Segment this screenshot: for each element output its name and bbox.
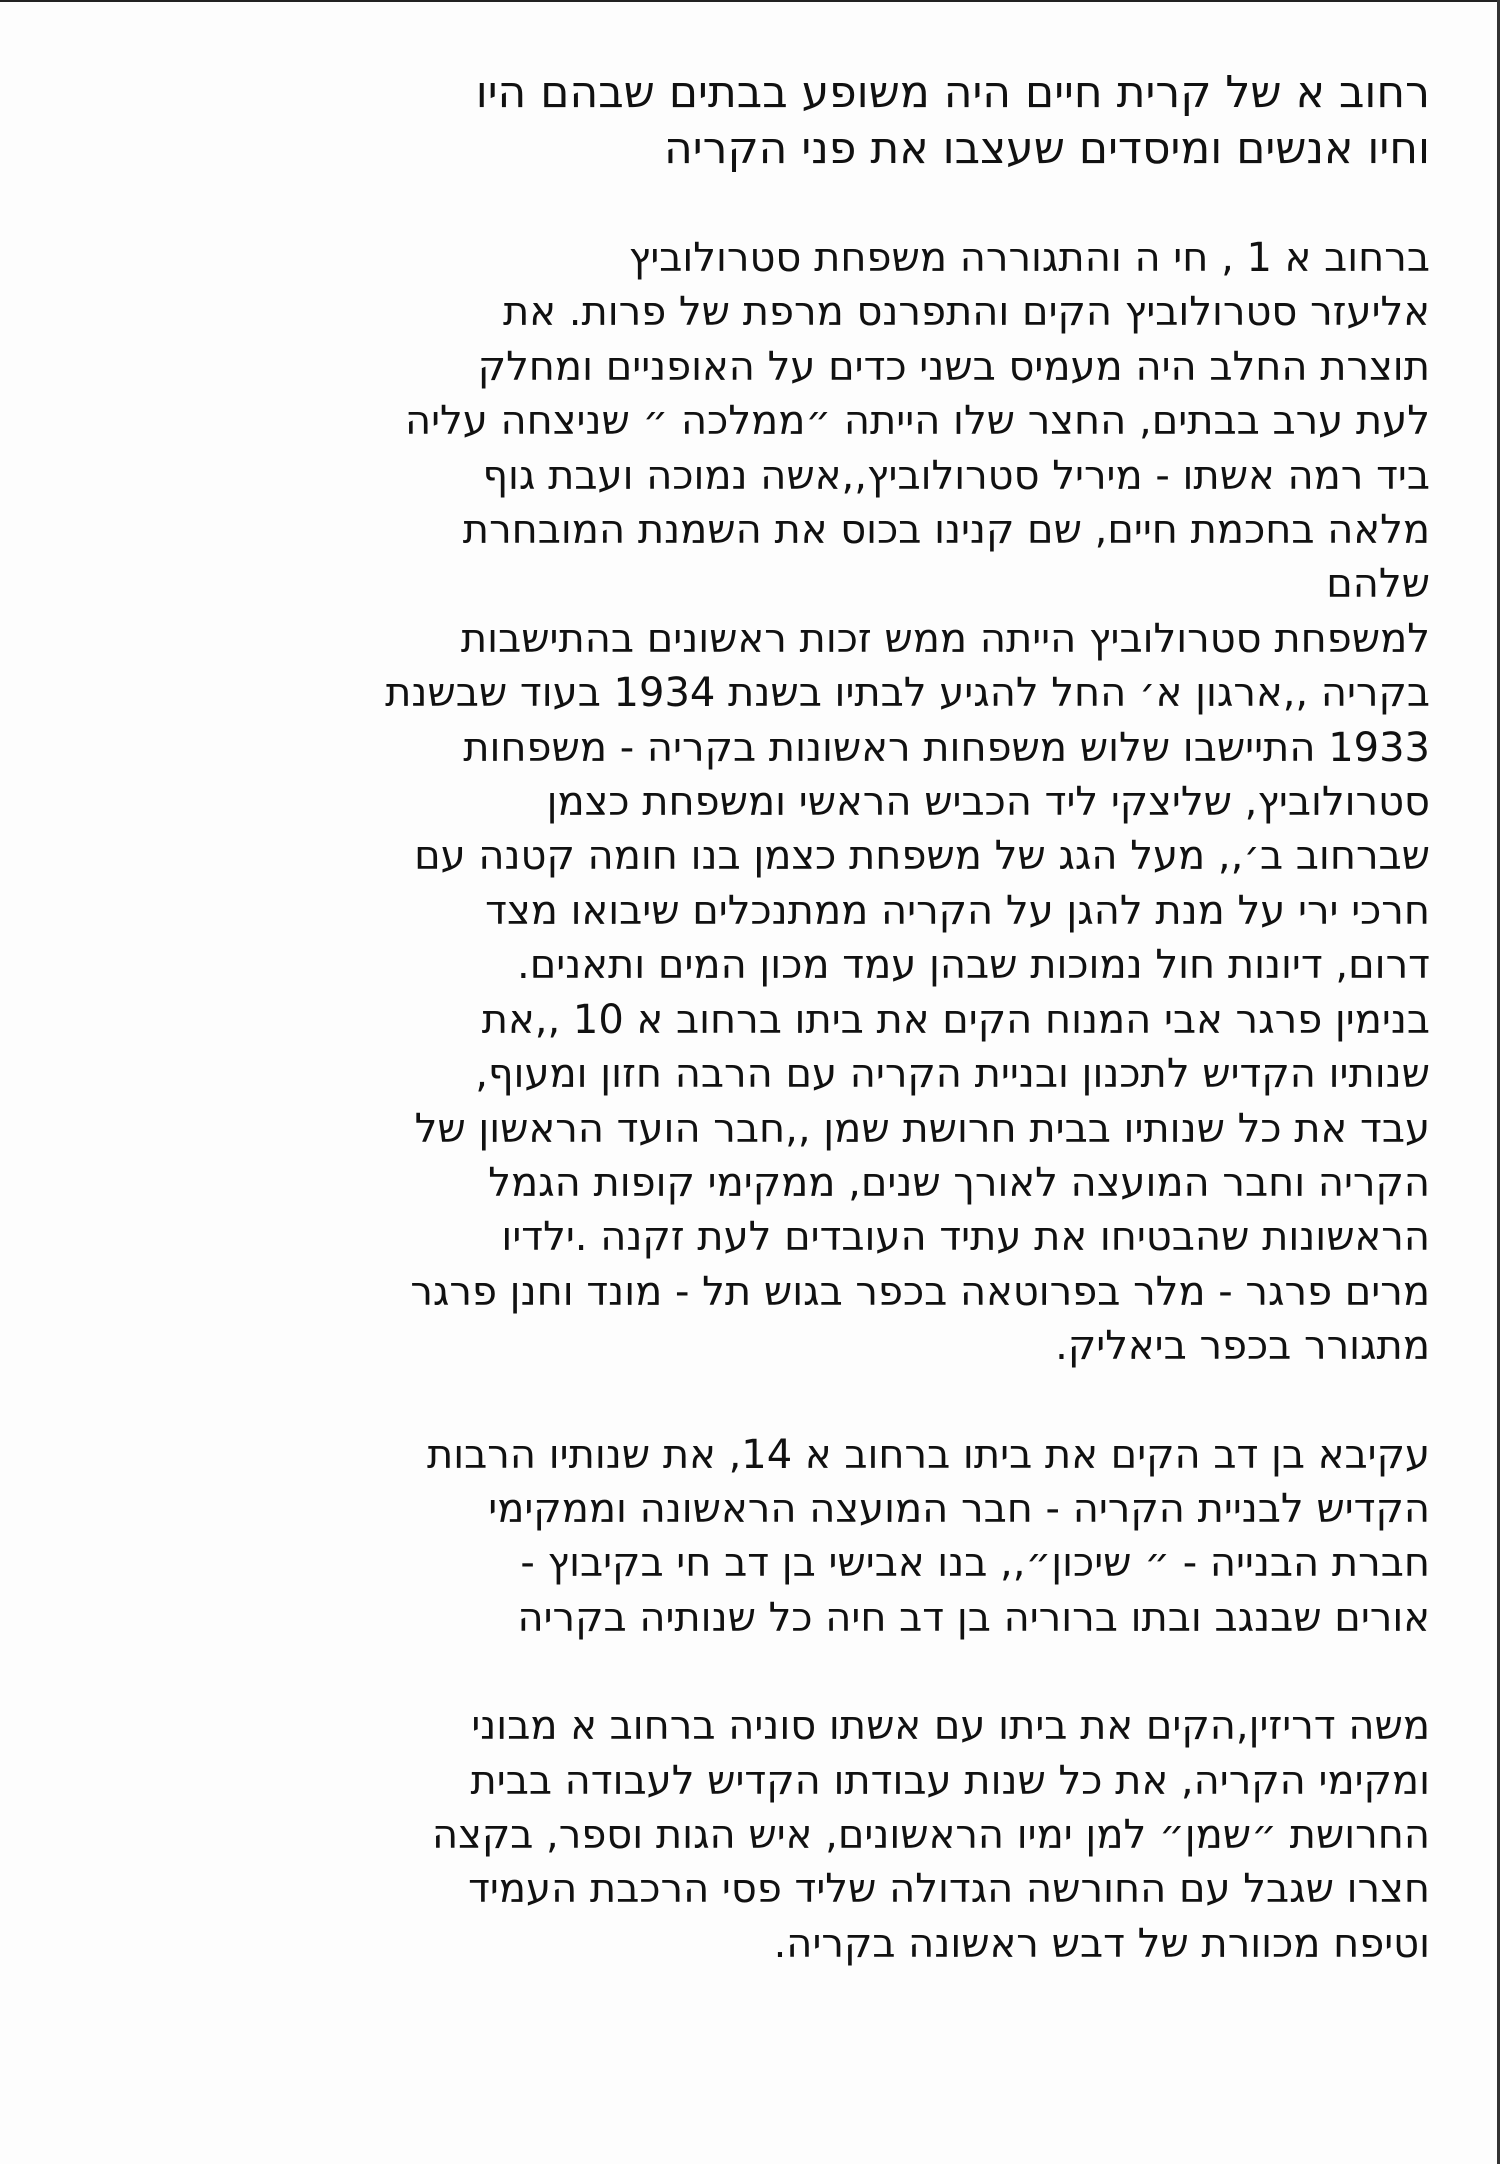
text-line: הקדיש לבניית הקריה - חבר המועצה הראשונה וממקימי (488, 1485, 1430, 1532)
text-line: 1933 התיישבו שלוש משפחות ראשונות בקריה - משפחות (463, 724, 1430, 771)
title-line: רחוב א של קרית חיים היה משופע בבתים שבהם היו (475, 67, 1430, 118)
text-line: סטרולוביץ, שליצקי ליד הכביש הראשי ומשפחת כצמן (546, 779, 1430, 826)
text-line: חצרו שגבל עם החורשה הגדולה שליד פסי הרכבת העמיד (468, 1866, 1430, 1913)
title-line: וחיו אנשים ומיסדים שעצבו את פני הקריה (664, 123, 1430, 174)
top-border (0, 0, 1500, 2)
paragraph-gap (70, 177, 1430, 231)
text-line: שלהם (1326, 561, 1430, 608)
text-line: תוצרת החלב היה מעמיס בשני כדים על האופניים ומחלק (477, 343, 1430, 390)
text-line: ברחוב א 1 , חי ה והתגוררה משפחת סטרולוביץ (628, 235, 1430, 281)
text-line: אליעזר סטרולוביץ הקים והתפרנס מרפת של פרות. את (503, 289, 1430, 336)
text-line: מתגורר בכפר ביאליק. (1055, 1323, 1430, 1370)
article (70, 65, 1430, 1971)
text-line: שנותיו הקדיש לתכנון ובניית הקריה עם הרבה חזון ומעוף, (475, 1051, 1430, 1098)
paragraph-gap (70, 1374, 1430, 1428)
text-line: החרושת ״שמן״ למן ימיו הראשונים, איש הגות וספר, בקצה (431, 1811, 1430, 1858)
text-line: בקריה ,,ארגון א׳ החל להגיע לבתיו בשנת 1934 בעוד שבשנת (385, 670, 1430, 717)
text-line: הראשונות שהבטיחו את עתיד העובדים לעת זקנה .ילדיו (501, 1214, 1430, 1261)
text-line: ביד רמה אשתו - מיריל סטרולוביץ,,אשה נמוכה ועבת גוף (482, 452, 1430, 499)
text-line: למשפחת סטרולוביץ הייתה ממש זכות ראשונים בהתישבות (460, 615, 1430, 662)
text-line: ומקימי הקריה, את כל שנות עבודתו הקדיש לעבודה בבית (470, 1757, 1430, 1804)
text-line: חרכי ירי על מנת להגן על הקריה ממתנכלים שיבואו מצד (485, 887, 1430, 934)
paragraph-gap (70, 1645, 1430, 1699)
text-line: מרים פרגר - מלר בפרוטאה בכפר בגוש תל - מונד וחנן פרגר (410, 1268, 1430, 1315)
section-strolovitz-prager (70, 231, 1430, 1374)
text-line: עבד את כל שנותיו בבית חרושת שמן ,,חבר הועד הראשון של (414, 1105, 1430, 1152)
section-drizin (70, 1699, 1430, 1971)
text-line: מלאה בחכמת חיים, שם קנינו בכוס את השמנת המובחרת (462, 507, 1430, 554)
text-line: בנימין פרגר אבי המנוח הקים את ביתו ברחוב א 10 ,,את (481, 996, 1430, 1043)
text-line: הקריה וחבר המועצה לאורך שנים, ממקימי קופות הגמל (488, 1159, 1430, 1206)
text-line: שברחוב ב׳,, מעל הגג של משפחת כצמן בנו חומה קטנה עם (414, 833, 1430, 880)
text-line: משה דריזין,הקים את ביתו עם אשתו סוניה ברחוב א מבוני (471, 1703, 1430, 1750)
text-line: דרום, דיונות חול נמוכות שבהן עמד מכון המים ותאנים. (517, 942, 1430, 989)
text-line: עקיבא בן דב הקים את ביתו ברחוב א 14, את שנותיו הרבות (426, 1431, 1430, 1478)
text-line: לעת ערב בבתים, החצר שלו הייתה ״ממלכה ״ שניצחה עליה (404, 398, 1430, 445)
section-ben-dov (70, 1428, 1430, 1646)
text-line: חברת הבנייה - ״ שיכון״,, בנו אבישי בן דב חי בקיבוץ - (520, 1540, 1430, 1587)
text-line: אורים שבנגב ובתו ברוריה בן דב חיה כל שנותיה בקריה (517, 1594, 1430, 1641)
text-line: וטיפח מכוורת של דבש ראשונה בקריה. (773, 1920, 1430, 1967)
